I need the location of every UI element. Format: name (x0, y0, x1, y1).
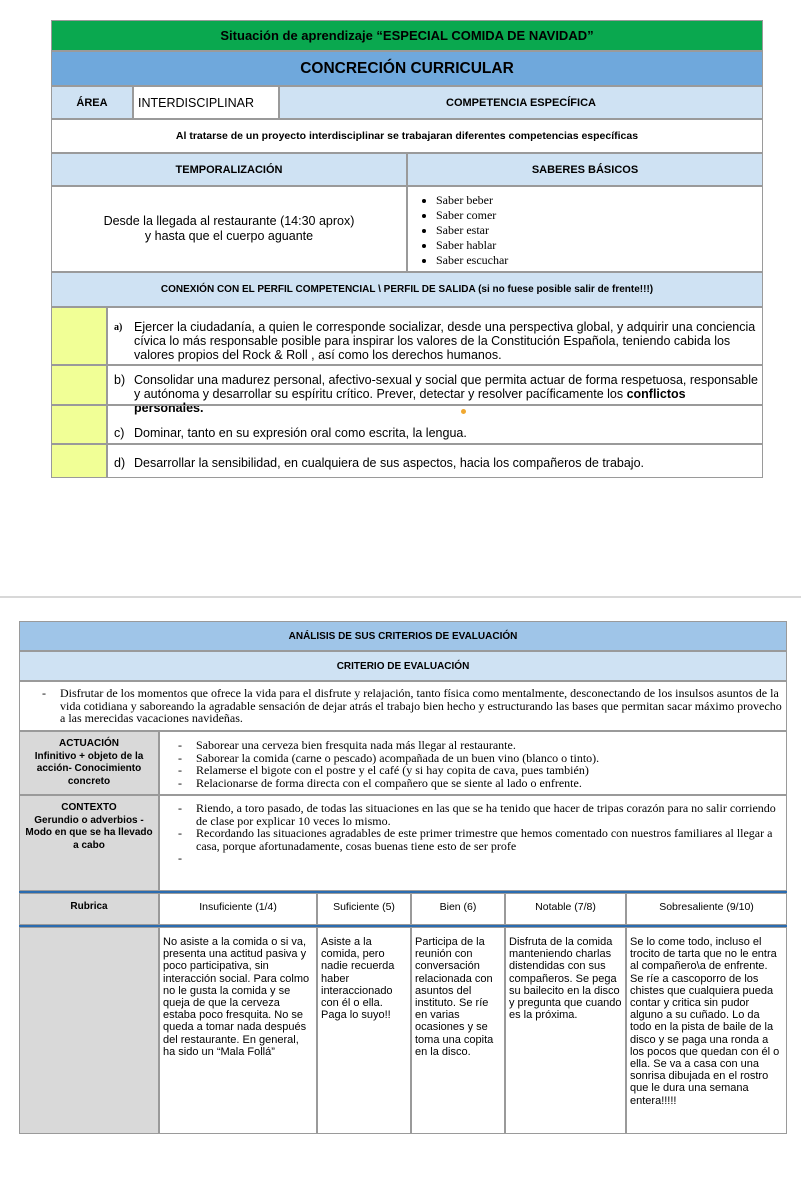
list-item (174, 852, 782, 865)
list-item: - Relamerse el bigote con el postre y el café (y si hay copita de cava, pues también) (174, 764, 782, 777)
list-item: • Saber beber (436, 193, 762, 208)
actuacion-list (174, 739, 782, 789)
rubrica-header-notable: Notable (7/8) (505, 893, 626, 925)
item-d-text: Desarrollar la sensibilidad, en cualquiera de sus aspectos, hacia los compañeros de trabajo. (134, 456, 645, 470)
area-label: ÁREA (51, 86, 133, 119)
actuacion-subtitle: Infinitivo + objeto de la acción- Conocimiento concreto (34, 750, 144, 787)
actuacion-cell (159, 731, 787, 795)
list-item: - Disfrutar de los momentos que ofrece la vida para el disfrute y relajación, tanto física como mentalmente, desconectando de los insulsos asuntos de la vida cotidiana y saboreando la agradable sensación de dejar atrás el trabajo bien hecho y estructurando las bases que permitan sacar máximo provecho a las merecidas vacaciones navideñas. (38, 687, 782, 725)
contexto-title: CONTEXTO (61, 802, 117, 813)
saberes-label: SABERES BÁSICOS (407, 153, 763, 186)
conexion-label: CONEXIÓN CON EL PERFIL COMPETENCIAL \ PERFIL DE SALIDA (si no fuese posible salir de frente!!!) (51, 272, 763, 307)
actuacion-label (19, 731, 159, 795)
rubrica-cell-suficiente: Asiste a la comida, pero nadie recuerda haber interaccionado con él o ella. Paga lo suyo!! (317, 927, 411, 1134)
criterio-header: CRITERIO DE EVALUACIÓN (19, 651, 787, 681)
saberes-list (408, 193, 762, 268)
contexto-cell (159, 795, 787, 891)
item-a-marker: a) (114, 322, 123, 333)
list-item: • Saber escuchar (436, 253, 762, 268)
item-b-bold-text: conflictos personales. (134, 387, 686, 415)
rubrica-header-bien: Bien (6) (411, 893, 505, 925)
contexto-label (19, 795, 159, 891)
rubrica-header-insuficiente: Insuficiente (1/4) (159, 893, 317, 925)
list-item: • Saber comer (436, 208, 762, 223)
criterio-text-cell (19, 681, 787, 731)
contexto-subtitle: Gerundio o adverbios - Modo en que se ha llevado a cabo (25, 814, 153, 851)
temporalizacion-label: TEMPORALIZACIÓN (51, 153, 407, 186)
document-top (0, 0, 801, 500)
item-d-marker-cell (51, 444, 107, 478)
temporalizacion-line-1: Desde la llegada al restaurante (14:30 aprox) (103, 214, 355, 228)
item-a-text: Ejercer la ciudadanía, a quien le corresponde socializar, desde una perspectiva global, y adquirir una conciencia cívica lo más responsable posible para inspirar los valores de la Constitución Española, teniendo cabida los valores propios del Rock & Roll , así como los derechos humanos. (134, 320, 756, 362)
rubrica-cell-sobresaliente: Se lo come todo, incluso el trocito de tarta que no le entra al compañero\a de enfrente. Se ríe a cascoporro de los chistes que cualquiera pueda contar y critica sin pudor alguno a su cuñado. Lo da todo en la pista de baile de la disco y se paga una ronda a los pocos que quedan con él o ella. Se va a casa con una sonrisa dibujada en el rostro que le dura una semana entera!!!!! (626, 927, 787, 1134)
rubrica-cell-insuficiente: No asiste a la comida o si va, presenta una actitud pasiva y poco participativa, sin interacción social. Para colmo no le gusta la comida y se queja de que la cerveza estaba poco fresquita. No se queda a tomar nada después del restaurante. En general, ha sido un “Mala Follá” (159, 927, 317, 1134)
rubrica-header-sobresaliente: Sobresaliente (9/10) (626, 893, 787, 925)
competencia-text: Al tratarse de un proyecto interdisciplinar se trabajaran diferentes competencias específicas (51, 119, 763, 153)
list-item: • Saber hablar (436, 238, 762, 253)
competencia-label: COMPETENCIA ESPECÍFICA (279, 86, 763, 119)
rubrica-empty-cell (19, 927, 159, 1134)
item-c (107, 405, 763, 444)
item-c-text: Dominar, tanto en su expresión oral como escrita, la lengua. (134, 426, 467, 440)
list-item: - Saborear la comida (carne o pescado) acompañada de un buen vino (blanco o tinto). (174, 752, 782, 765)
rubrica-label: Rubrica (19, 893, 159, 925)
contexto-list (174, 802, 782, 865)
document-bottom (0, 600, 801, 1200)
item-a (107, 307, 763, 365)
list-item: - Saborear una cerveza bien fresquita nada más llegar al restaurante. (174, 739, 782, 752)
dot-mark-icon (461, 409, 466, 414)
list-item: - Riendo, a toro pasado, de todas las situaciones en las que se ha tenido que hacer de tripas corazón para no salir corriendo de clase por explicar 10 veces lo mismo. (174, 802, 782, 827)
list-item: - Recordando las situaciones agradables de este primer trimestre que hemos comentado con nuestros familiares al llegar a casa, porque afortunadamente, cosas buenas tiene esto de ser profe (174, 827, 782, 852)
rubrica-cell-bien: Participa de la reunión con conversación relacionada con asuntos del instituto. Se ríe en varias ocasiones y se toma una copita en la disco. (411, 927, 505, 1134)
title-banner: Situación de aprendizaje “ESPECIAL COMIDA DE NAVIDAD” (51, 20, 763, 51)
item-b-marker: b) (114, 373, 126, 387)
area-value: INTERDISCIPLINAR (133, 86, 279, 119)
criterio-list (20, 687, 782, 725)
rubrica-header-suficiente: Suficiente (5) (317, 893, 411, 925)
item-d (107, 444, 763, 478)
actuacion-title: ACTUACIÓN (59, 738, 119, 749)
item-c-marker-cell (51, 405, 107, 444)
saberes-cell (407, 186, 763, 272)
item-d-marker: d) (114, 456, 126, 470)
item-b-text: Consolidar una madurez personal, afectivo-sexual y social que permita actuar de forma respetuosa, responsable y autónoma y desarrollar su espíritu crítico. Prever, detectar y resolver pacíficamente los conflictos personales. (134, 373, 758, 415)
page-separator (0, 596, 801, 598)
rubrica-cell-notable: Disfruta de la comida manteniendo charlas distendidas con sus compañeros. Se pega su bailecito en la disco y pregunta que cuando es la próxima. (505, 927, 626, 1134)
section-header: CONCRECIÓN CURRICULAR (51, 51, 763, 86)
item-b-marker-cell (51, 365, 107, 405)
item-c-marker: c) (114, 426, 125, 440)
analisis-header: ANÁLISIS DE SUS CRITERIOS DE EVALUACIÓN (19, 621, 787, 651)
list-item: - Relacionarse de forma directa con el compañero que se siente al lado o enfrente. (174, 777, 782, 790)
temporalizacion-line-2: y hasta que el cuerpo aguante (144, 229, 314, 243)
list-item: • Saber estar (436, 223, 762, 238)
item-b (107, 365, 763, 415)
temporalizacion-cell (51, 186, 407, 272)
item-a-marker-cell (51, 307, 107, 365)
